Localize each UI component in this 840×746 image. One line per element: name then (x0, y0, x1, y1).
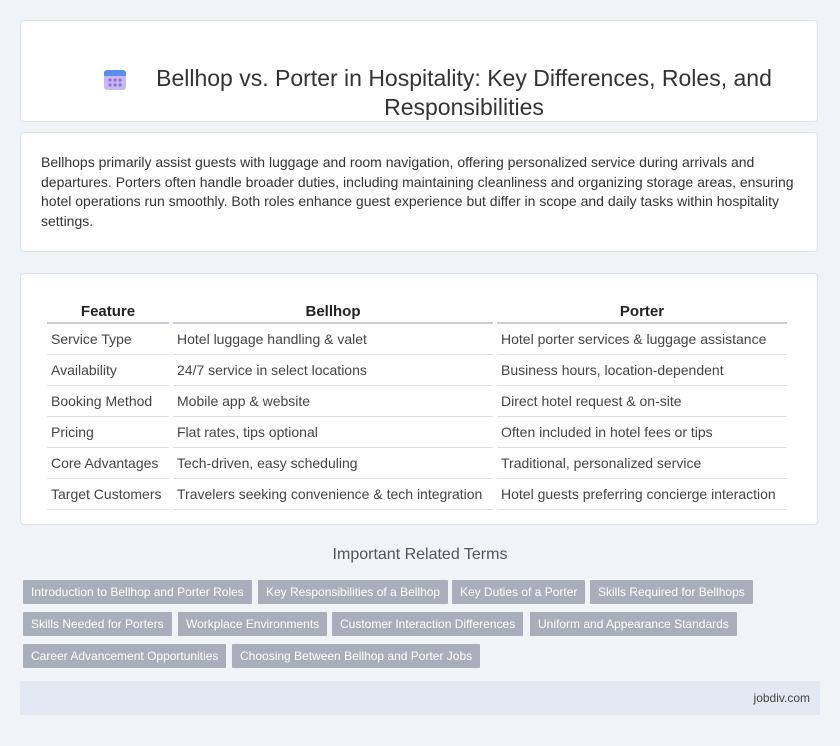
table-cell: Flat rates, tips optional (173, 417, 493, 448)
comparison-table-card (20, 273, 818, 525)
table-row (47, 324, 787, 355)
related-term-tag[interactable]: Career Advancement Opportunities (23, 644, 226, 668)
comparison-table (43, 294, 791, 510)
table-row (47, 479, 787, 510)
related-term-tag[interactable]: Workplace Environments (178, 612, 327, 636)
table-header-row (47, 294, 787, 324)
table-row (47, 386, 787, 417)
calendar-icon (103, 67, 127, 91)
related-term-tag[interactable]: Introduction to Bellhop and Porter Roles (23, 580, 252, 604)
table-cell: Hotel luggage handling & valet (173, 324, 493, 355)
related-term-tag[interactable]: Choosing Between Bellhop and Porter Jobs (232, 644, 480, 668)
table-cell: Availability (47, 355, 169, 386)
table-cell: Hotel porter services & luggage assistance (497, 324, 787, 355)
table-cell: Direct hotel request & on-site (497, 386, 787, 417)
table-cell: Service Type (47, 324, 169, 355)
table-cell: Tech-driven, easy scheduling (173, 448, 493, 479)
related-term-tag[interactable]: Uniform and Appearance Standards (530, 612, 737, 636)
footer-site-link[interactable]: jobdiv.com (753, 691, 810, 705)
header-bellhop: Bellhop (173, 294, 493, 324)
related-term-tag[interactable]: Skills Required for Bellhops (590, 580, 753, 604)
table-cell: Core Advantages (47, 448, 169, 479)
page-title: Bellhop vs. Porter in Hospitality: Key Differences, Roles, and Responsibilities (156, 65, 772, 120)
table-cell: Pricing (47, 417, 169, 448)
table-cell: Booking Method (47, 386, 169, 417)
summary-card (20, 132, 818, 252)
table-cell: Traditional, personalized service (497, 448, 787, 479)
table-cell: 24/7 service in select locations (173, 355, 493, 386)
related-terms-title: Important Related Terms (332, 546, 508, 563)
header-feature: Feature (47, 294, 169, 324)
table-cell: Target Customers (47, 479, 169, 510)
footer (20, 681, 820, 715)
related-term-tag[interactable]: Key Responsibilities of a Bellhop (258, 580, 448, 604)
table-cell: Mobile app & website (173, 386, 493, 417)
table-cell: Hotel guests preferring concierge interaction (497, 479, 787, 510)
table-row (47, 355, 787, 386)
related-term-tag[interactable]: Customer Interaction Differences (332, 612, 523, 636)
table-cell: Travelers seeking convenience & tech integration (173, 479, 493, 510)
header-porter: Porter (497, 294, 787, 324)
table-cell: Business hours, location-dependent (497, 355, 787, 386)
table-row (47, 448, 787, 479)
summary-text: Bellhops primarily assist guests with luggage and room navigation, offering personalized service during arrivals and departures. Porters often handle broader duties, including maintaining cleanliness and organizing storage areas, ensuring hotel operations run smoothly. Both roles enhance guest experience but differ in scope and daily tasks within hospitality settings. (41, 154, 794, 229)
table-row (47, 417, 787, 448)
related-term-tag[interactable]: Key Duties of a Porter (452, 580, 585, 604)
title-card (20, 20, 818, 122)
table-cell: Often included in hotel fees or tips (497, 417, 787, 448)
related-term-tag[interactable]: Skills Needed for Porters (23, 612, 172, 636)
